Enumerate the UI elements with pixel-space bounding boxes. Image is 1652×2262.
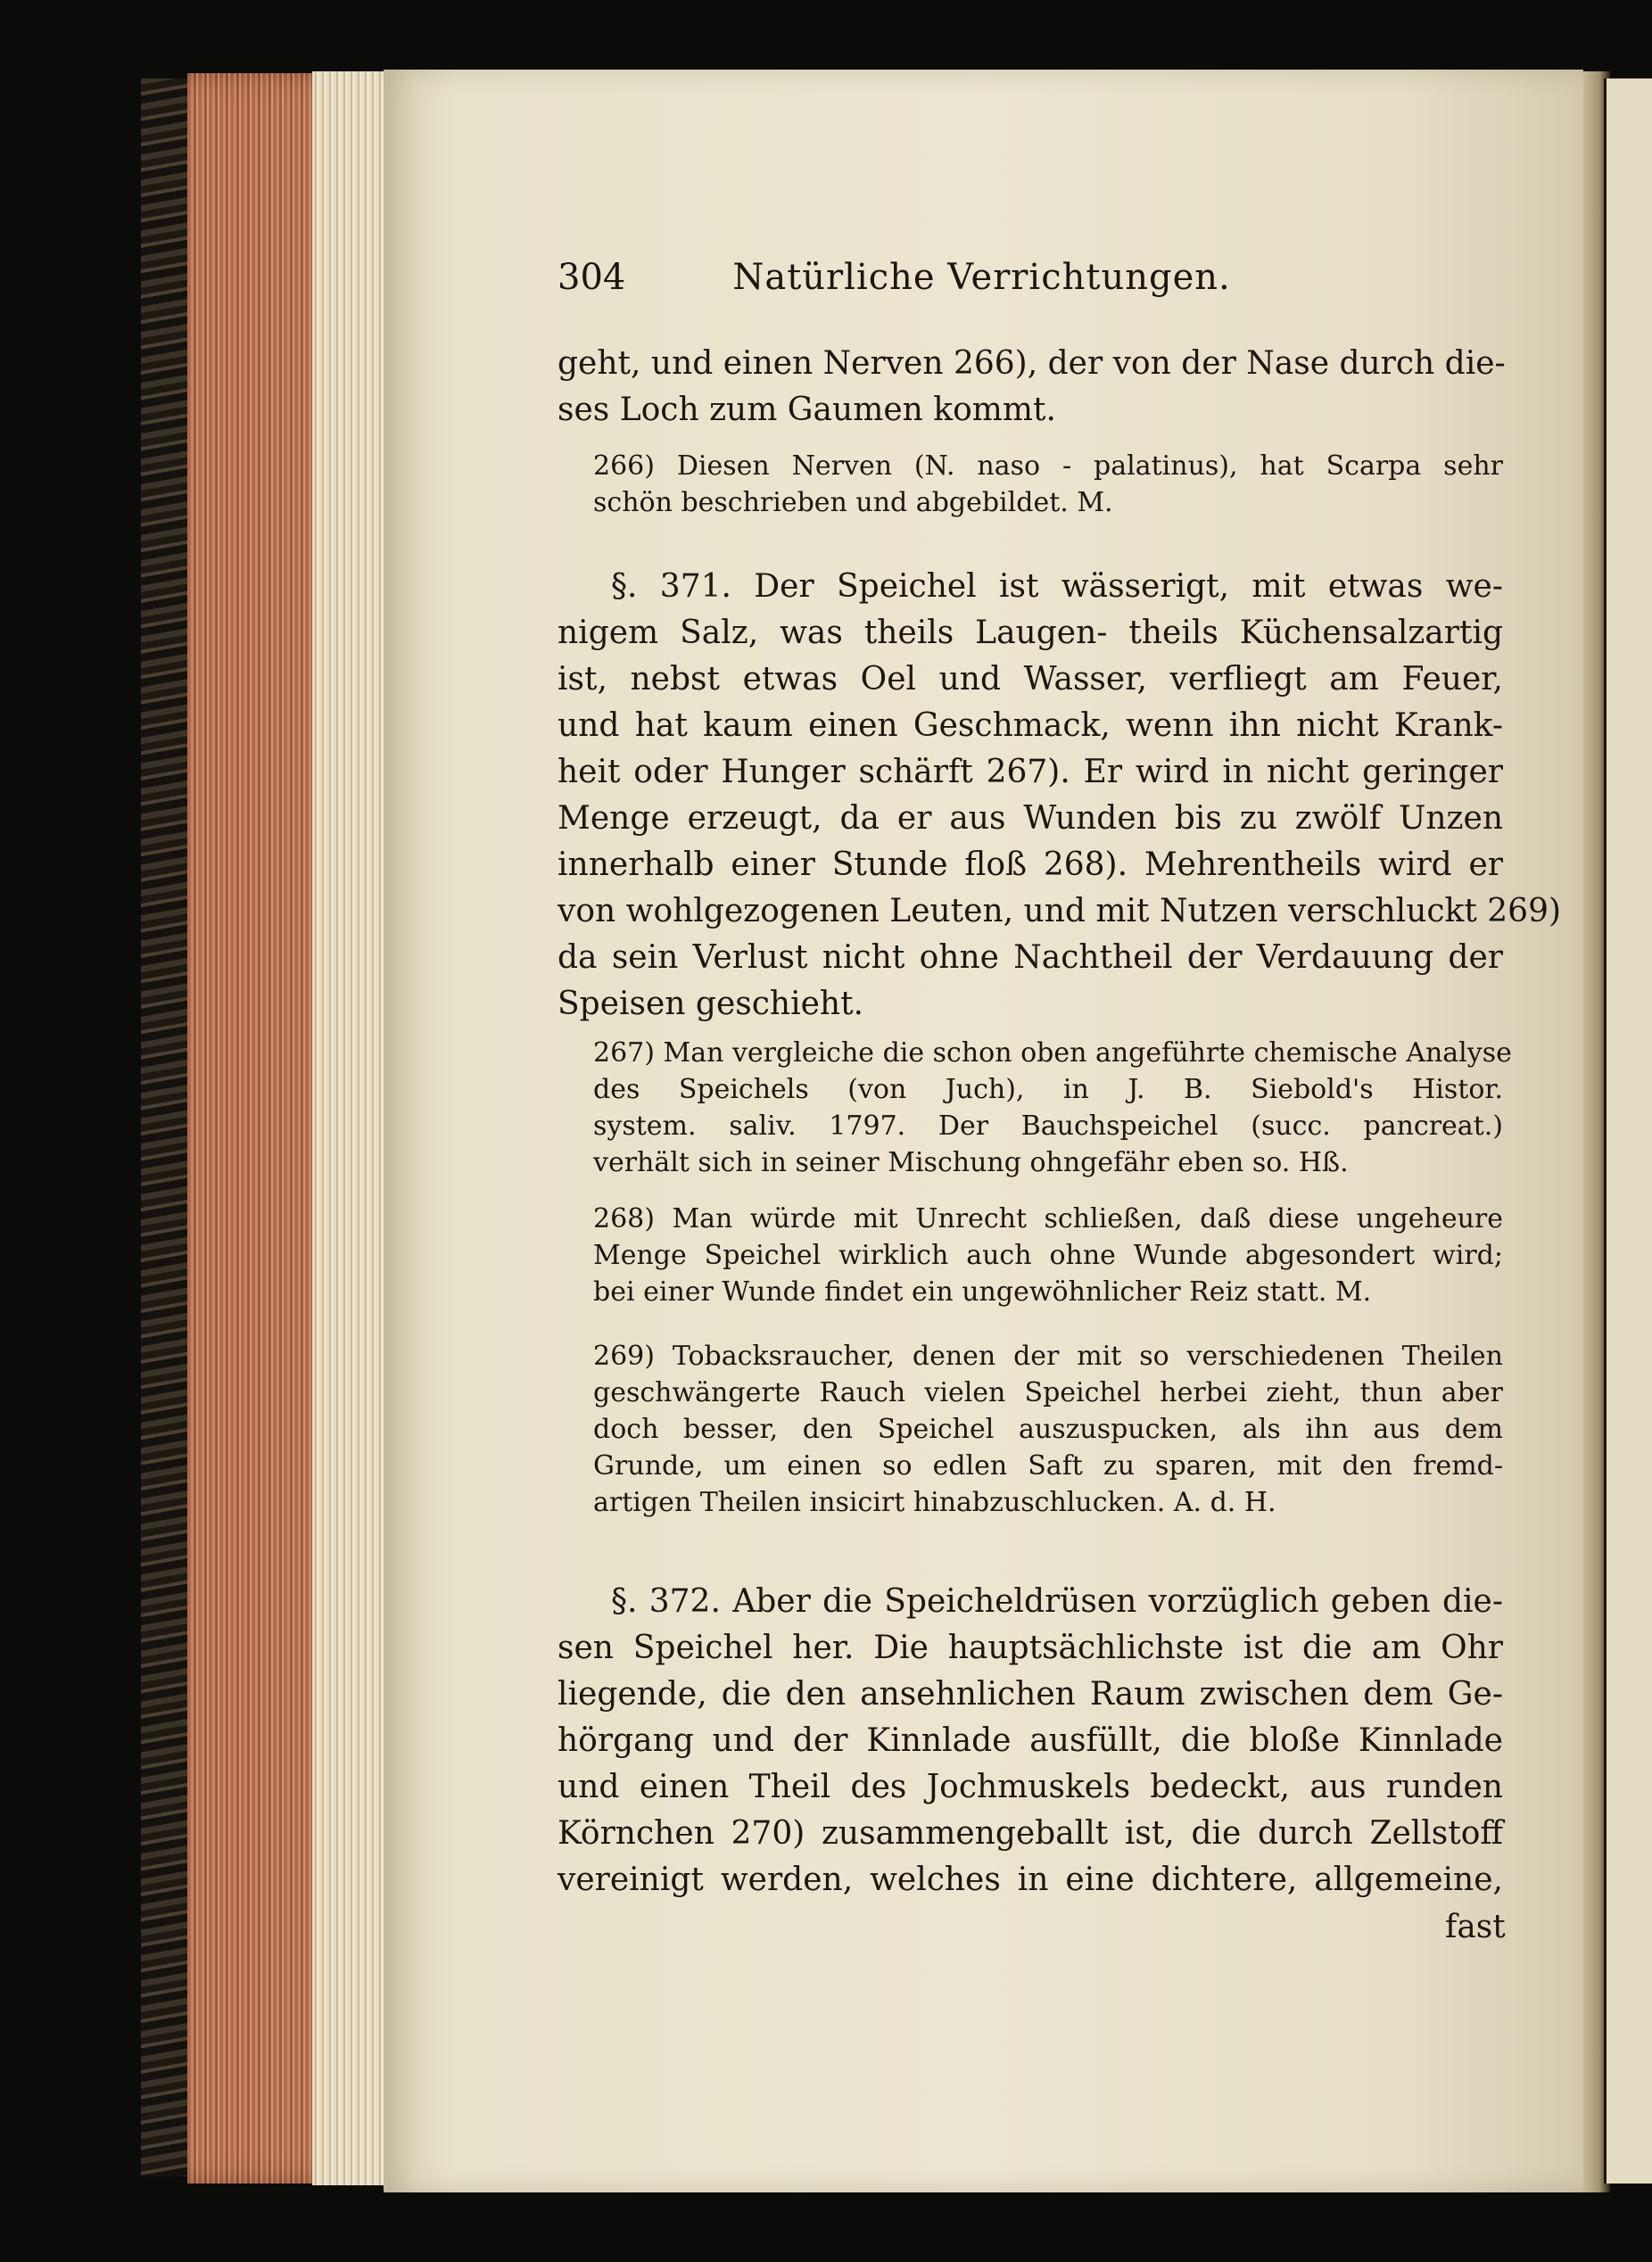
text-line: von wohlgezogenen Leuten, und mit Nutzen verschluckt 269) [558, 893, 1562, 929]
text-line: innerhalb einer Stunde floß 268). Mehrentheils wird er [558, 846, 1503, 883]
text-line: da sein Verlust nicht ohne Nachtheil der Verdauung der [558, 939, 1503, 976]
footnote-line: artigen Theilen insicirt hinabzuschlucken. A. d. H. [593, 1487, 1276, 1518]
text-line: ist, nebst etwas Oel und Wasser, verfliegt am Feuer, [558, 661, 1503, 698]
footnote-line: 267) Man vergleiche die schon oben angeführte chemische Analyse [593, 1037, 1512, 1069]
running-title: Natürliche Verrichtungen. [732, 257, 1231, 298]
footnote-267 [558, 1035, 1512, 1181]
book-cover-edge [141, 78, 189, 2176]
page-edges-inner [312, 71, 384, 2185]
text-line: hörgang und der Kinnlade ausfüllt, die bloße Kinnlade [558, 1722, 1503, 1759]
footnote-line: des Speichels (von Juch), in J. B. Siebold's Histor. [593, 1074, 1503, 1105]
text-line: und hat kaum einen Geschmack, wenn ihn nicht Krank- [558, 707, 1503, 744]
page-header [558, 257, 1271, 298]
text-line: geht, und einen Nerven 266), der von der Nase durch die- [558, 345, 1506, 382]
footnote-line: 269) Tobacksraucher, denen der mit so verschiedenen Theilen [593, 1341, 1503, 1372]
text-line: und einen Theil des Jochmuskels bedeckt, aus runden [558, 1769, 1503, 1805]
text-line: §. 371. Der Speichel ist wässerigt, mit etwas we- [611, 568, 1503, 605]
footnote-266 [558, 448, 1503, 521]
catchword: fast [1445, 1909, 1506, 1945]
footnote-line: 266) Diesen Nerven (N. naso - palatinus), hat Scarpa sehr [593, 450, 1503, 482]
footnote-269 [558, 1338, 1503, 1521]
footnote-line: Grunde, um einen so edlen Saft zu sparen, mit den fremd- [593, 1450, 1503, 1482]
footnote-line: geschwängerte Rauch vielen Speichel herbei zieht, thun aber [593, 1377, 1503, 1408]
text-line: nigem Salz, was theils Laugen- theils Küchensalzartig [558, 615, 1503, 651]
text-line: Körnchen 270) zusammengeballt ist, die durch Zellstoff [558, 1815, 1503, 1852]
text-line: Speisen geschieht. [558, 986, 864, 1022]
facing-page-edge [1604, 78, 1652, 2184]
text-line: heit oder Hunger schärft 267). Er wird in nicht geringer [558, 754, 1503, 790]
continued-paragraph [558, 341, 1506, 433]
paragraph-371 [558, 564, 1562, 1028]
paragraph-372 [558, 1579, 1503, 1903]
page-number: 304 [558, 257, 626, 298]
footnote-line: doch besser, den Speichel auszuspucken, als ihn aus dem [593, 1414, 1503, 1445]
text-line: ses Loch zum Gaumen kommt. [558, 392, 1056, 428]
footnote-line: verhält sich in seiner Mischung ohngefähr eben so. Hß. [593, 1147, 1349, 1178]
text-line: vereinigt werden, welches in eine dichtere, allgemeine, [558, 1862, 1503, 1898]
text-line: Menge erzeugt, da er aus Wunden bis zu zwölf Unzen [558, 800, 1503, 837]
footnote-line: 268) Man würde mit Unrecht schließen, daß diese ungeheure [593, 1203, 1503, 1234]
footnote-line: bei einer Wunde findet ein ungewöhnlicher Reiz statt. M. [593, 1276, 1372, 1308]
footnote-line: Menge Speichel wirklich auch ohne Wunde abgesondert wird; [593, 1240, 1503, 1271]
text-line: sen Speichel her. Die hauptsächlichste ist die am Ohr [558, 1630, 1503, 1666]
text-line: liegende, die den ansehnlichen Raum zwischen dem Ge- [558, 1676, 1503, 1713]
text-line: §. 372. Aber die Speicheldrüsen vorzüglich geben die- [611, 1583, 1503, 1620]
footnote-line: system. saliv. 1797. Der Bauchspeichel (succ. pancreat.) [593, 1110, 1503, 1142]
footnote-line: schön beschrieben und abgebildet. M. [593, 487, 1113, 518]
footnote-268 [558, 1201, 1503, 1310]
